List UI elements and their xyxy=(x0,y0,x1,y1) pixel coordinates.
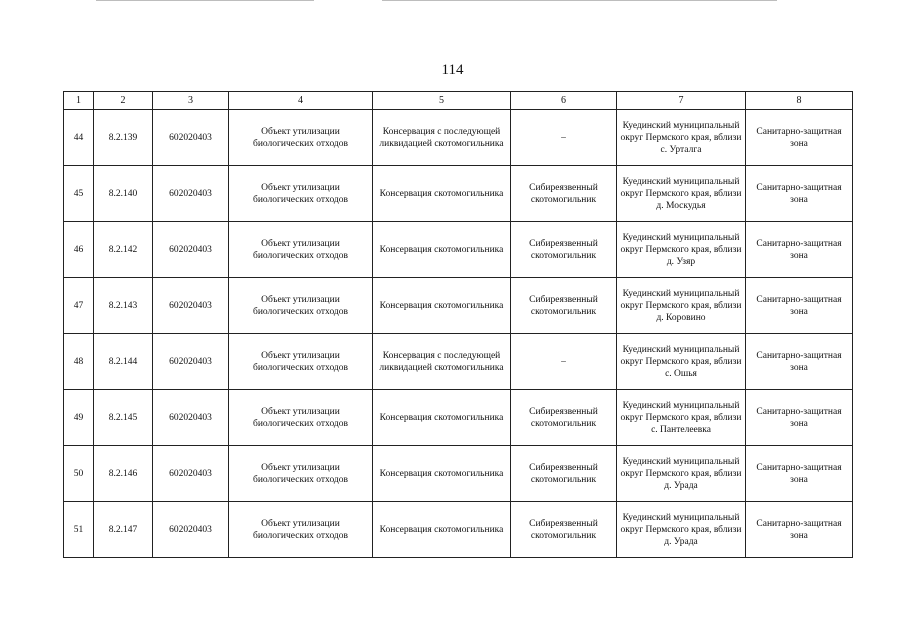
measure-cell: Консервация скотомогильника xyxy=(373,390,511,446)
column-header-8: 8 xyxy=(746,92,853,110)
column-header-6: 6 xyxy=(511,92,617,110)
measure-cell: Консервация с последующей ликвидацией скотомогильника xyxy=(373,110,511,166)
measure-cell: Консервация с последующей ликвидацией скотомогильника xyxy=(373,334,511,390)
measure-cell: Консервация скотомогильника xyxy=(373,502,511,558)
classifier-code-cell: 602020403 xyxy=(153,502,229,558)
object-code-cell: 8.2.139 xyxy=(94,110,153,166)
table-row xyxy=(64,446,853,502)
object-code-cell: 8.2.143 xyxy=(94,278,153,334)
registry-table xyxy=(63,91,853,558)
classifier-code-cell: 602020403 xyxy=(153,278,229,334)
classifier-code-cell: 602020403 xyxy=(153,390,229,446)
zone-cell: Санитарно-защитная зона xyxy=(746,502,853,558)
table-row xyxy=(64,110,853,166)
top-scan-line-right xyxy=(382,0,777,1)
table-header xyxy=(64,92,853,110)
object-type-cell: Объект утилизации биологических отходов xyxy=(229,222,373,278)
classifier-code-cell: 602020403 xyxy=(153,334,229,390)
location-cell: Куединский муниципальный округ Пермского края, вблизи с. Урталга xyxy=(617,110,746,166)
column-header-5: 5 xyxy=(373,92,511,110)
object-code-cell: 8.2.147 xyxy=(94,502,153,558)
measure-cell: Консервация скотомогильника xyxy=(373,166,511,222)
table-row xyxy=(64,390,853,446)
row-number-cell: 48 xyxy=(64,334,94,390)
table-row xyxy=(64,334,853,390)
classifier-code-cell: 602020403 xyxy=(153,110,229,166)
location-cell: Куединский муниципальный округ Пермского края, вблизи с. Пантелеевка xyxy=(617,390,746,446)
location-cell: Куединский муниципальный округ Пермского края, вблизи д. Коровино xyxy=(617,278,746,334)
row-number-cell: 50 xyxy=(64,446,94,502)
classifier-code-cell: 602020403 xyxy=(153,446,229,502)
row-number-cell: 51 xyxy=(64,502,94,558)
measure-cell: Консервация скотомогильника xyxy=(373,278,511,334)
zone-cell: Санитарно-защитная зона xyxy=(746,222,853,278)
characteristic-cell: Сибиреязвенный скотомогильник xyxy=(511,390,617,446)
header-row xyxy=(64,92,853,110)
row-number-cell: 47 xyxy=(64,278,94,334)
column-header-7: 7 xyxy=(617,92,746,110)
row-number-cell: 49 xyxy=(64,390,94,446)
object-type-cell: Объект утилизации биологических отходов xyxy=(229,390,373,446)
object-type-cell: Объект утилизации биологических отходов xyxy=(229,502,373,558)
location-cell: Куединский муниципальный округ Пермского края, вблизи д. Урада xyxy=(617,446,746,502)
object-type-cell: Объект утилизации биологических отходов xyxy=(229,446,373,502)
characteristic-cell: Сибиреязвенный скотомогильник xyxy=(511,166,617,222)
characteristic-cell: – xyxy=(511,110,617,166)
zone-cell: Санитарно-защитная зона xyxy=(746,110,853,166)
column-header-3: 3 xyxy=(153,92,229,110)
classifier-code-cell: 602020403 xyxy=(153,222,229,278)
characteristic-cell: Сибиреязвенный скотомогильник xyxy=(511,278,617,334)
characteristic-cell: Сибиреязвенный скотомогильник xyxy=(511,502,617,558)
page-number: 114 xyxy=(441,62,464,78)
zone-cell: Санитарно-защитная зона xyxy=(746,446,853,502)
object-type-cell: Объект утилизации биологических отходов xyxy=(229,110,373,166)
measure-cell: Консервация скотомогильника xyxy=(373,222,511,278)
characteristic-cell: Сибиреязвенный скотомогильник xyxy=(511,446,617,502)
object-code-cell: 8.2.145 xyxy=(94,390,153,446)
table-row xyxy=(64,222,853,278)
row-number-cell: 45 xyxy=(64,166,94,222)
object-type-cell: Объект утилизации биологических отходов xyxy=(229,166,373,222)
object-code-cell: 8.2.140 xyxy=(94,166,153,222)
zone-cell: Санитарно-защитная зона xyxy=(746,334,853,390)
object-code-cell: 8.2.144 xyxy=(94,334,153,390)
table-row xyxy=(64,502,853,558)
location-cell: Куединский муниципальный округ Пермского края, вблизи с. Ошья xyxy=(617,334,746,390)
object-type-cell: Объект утилизации биологических отходов xyxy=(229,278,373,334)
location-cell: Куединский муниципальный округ Пермского края, вблизи д. Узяр xyxy=(617,222,746,278)
classifier-code-cell: 602020403 xyxy=(153,166,229,222)
measure-cell: Консервация скотомогильника xyxy=(373,446,511,502)
characteristic-cell: – xyxy=(511,334,617,390)
table-row xyxy=(64,166,853,222)
object-type-cell: Объект утилизации биологических отходов xyxy=(229,334,373,390)
column-header-2: 2 xyxy=(94,92,153,110)
location-cell: Куединский муниципальный округ Пермского края, вблизи д. Москудья xyxy=(617,166,746,222)
top-scan-line-left xyxy=(96,0,314,1)
characteristic-cell: Сибиреязвенный скотомогильник xyxy=(511,222,617,278)
zone-cell: Санитарно-защитная зона xyxy=(746,278,853,334)
row-number-cell: 46 xyxy=(64,222,94,278)
zone-cell: Санитарно-защитная зона xyxy=(746,390,853,446)
row-number-cell: 44 xyxy=(64,110,94,166)
object-code-cell: 8.2.142 xyxy=(94,222,153,278)
table-body xyxy=(64,110,853,558)
column-header-1: 1 xyxy=(64,92,94,110)
location-cell: Куединский муниципальный округ Пермского края, вблизи д. Урада xyxy=(617,502,746,558)
table-row xyxy=(64,278,853,334)
zone-cell: Санитарно-защитная зона xyxy=(746,166,853,222)
object-code-cell: 8.2.146 xyxy=(94,446,153,502)
column-header-4: 4 xyxy=(229,92,373,110)
